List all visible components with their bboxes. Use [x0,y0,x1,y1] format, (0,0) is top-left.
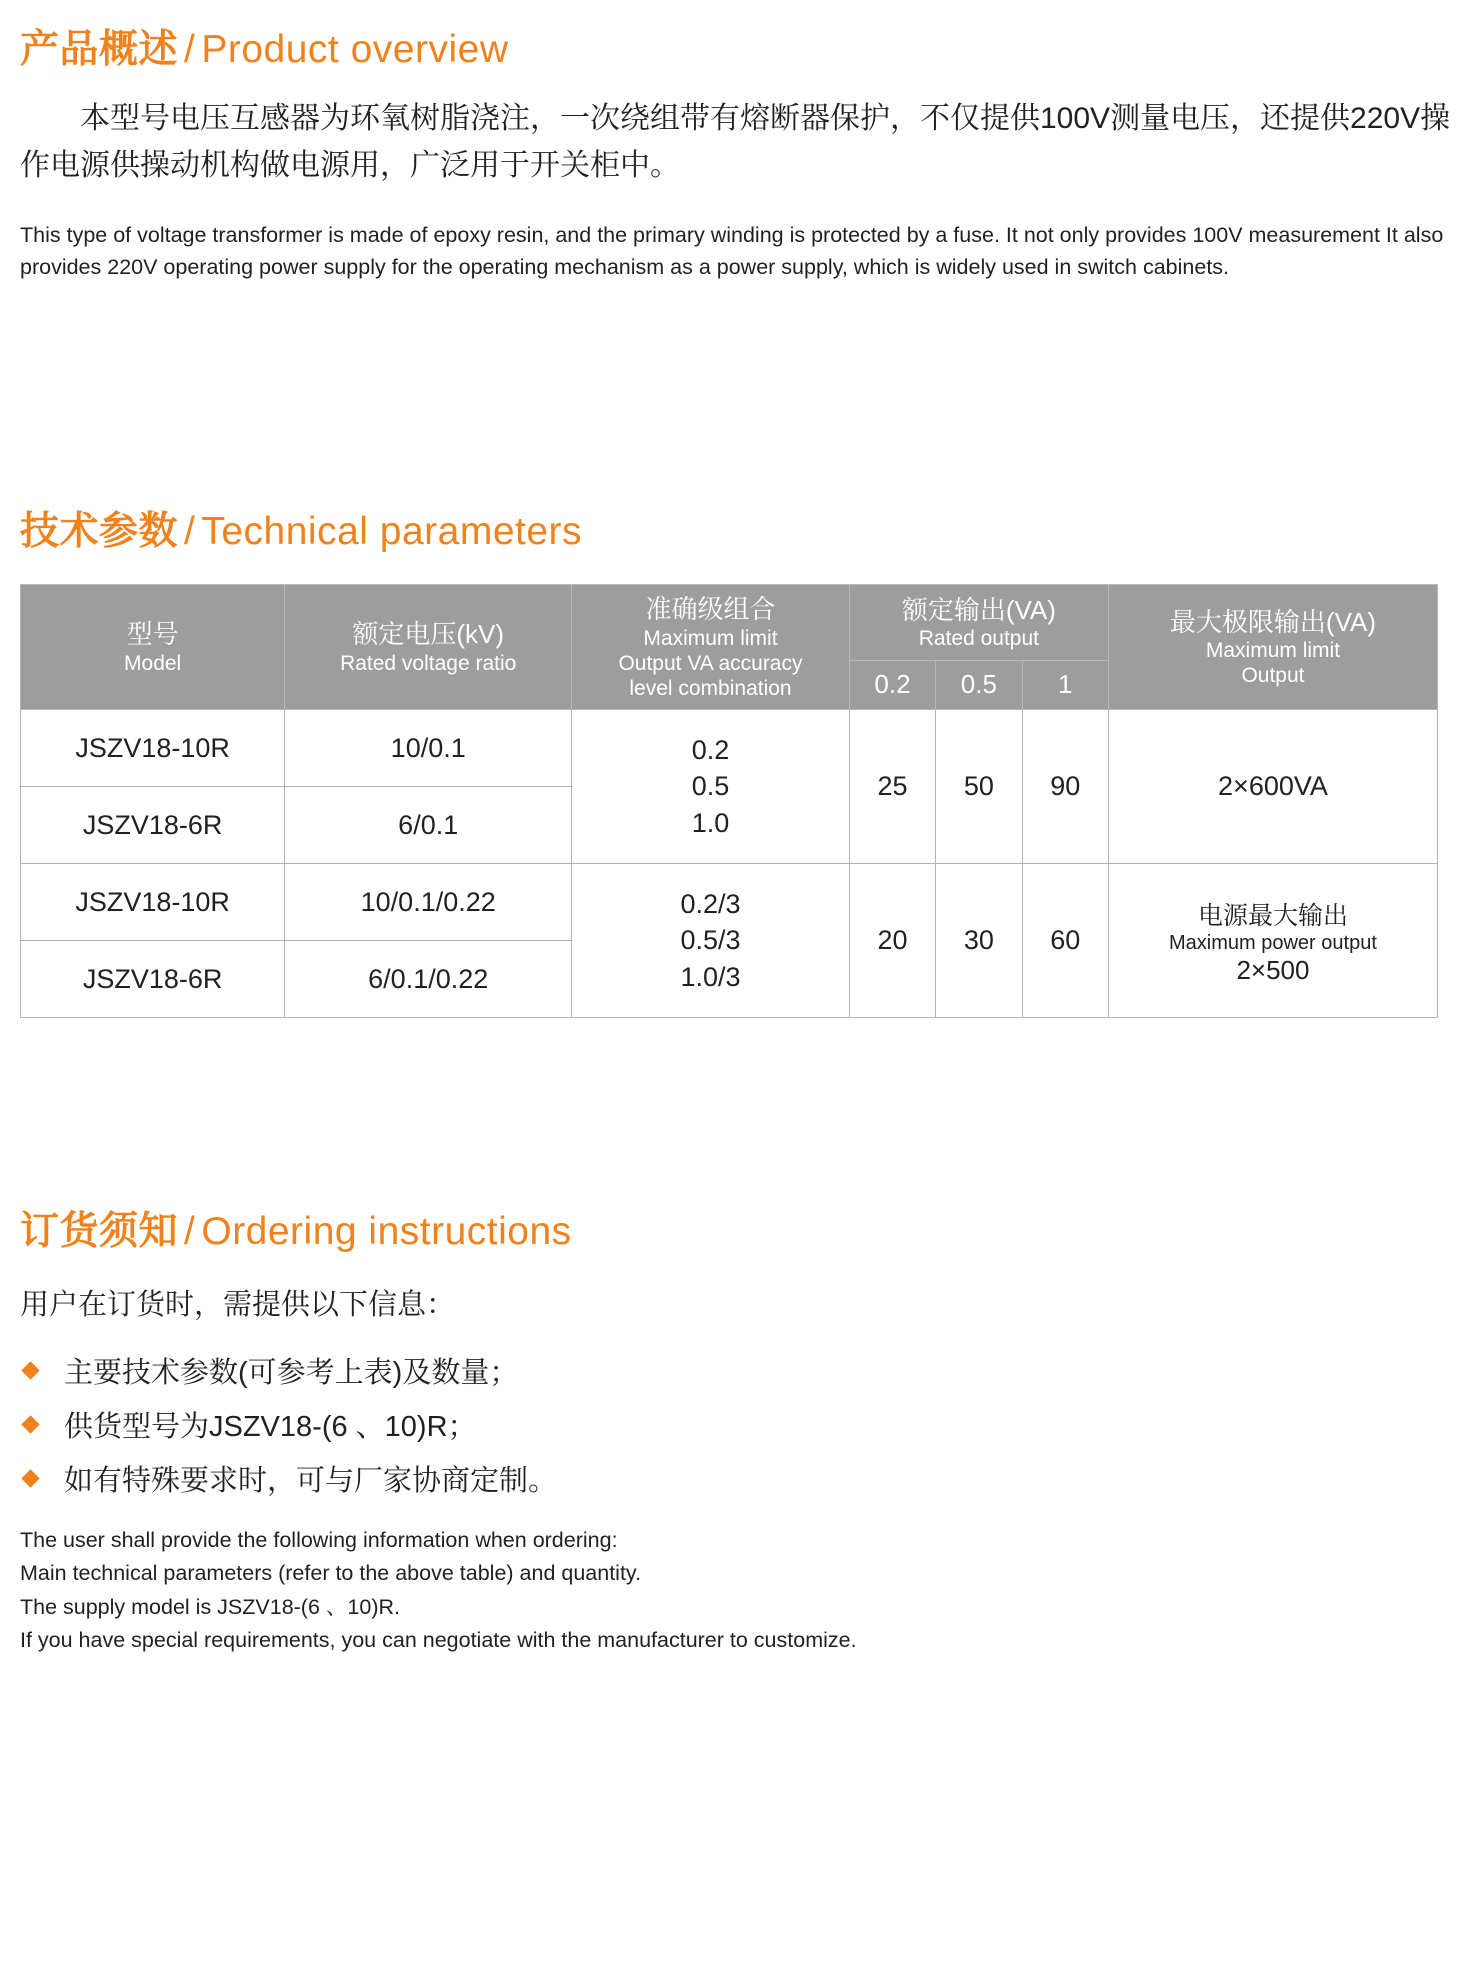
table-row [21,864,1438,941]
product-overview-heading [20,18,1460,74]
heading-chinese: 订货须知 [20,1210,179,1253]
header-class-0-2-label: 0.2 [874,669,911,700]
heading-chinese: 产品概述 [20,28,179,71]
ordering-english-line: The supply model is JSZV18-(6 、10)R. [20,1594,400,1619]
header-class-0-5 [936,661,1022,710]
cell-output-0-2: 20 [849,864,935,1018]
header-rated-output [849,585,1108,661]
header-accuracy-en-2: Output VA accuracy [618,651,803,675]
header-accuracy-en-1: Maximum limit [643,626,778,650]
header-max-limit-en-2: Output [1241,664,1305,688]
cell-accuracy-group-2 [572,864,850,1018]
max-power-output-cn: 电源最大输出 [1197,901,1348,930]
cell-output-0-2: 25 [849,710,935,864]
header-accuracy-cn: 准确级组合 [645,594,776,624]
cell-output-1: 60 [1022,864,1108,1018]
ordering-english-line: Main technical parameters (refer to the above table) and quantity. [20,1561,642,1586]
cell-ratio: 6/0.1/0.22 [285,941,572,1018]
technical-parameters-heading [20,500,1460,556]
list-item-label: 主要技术参数(可参考上表)及数量； [64,1357,519,1389]
accuracy-line-3: 1.0/3 [680,961,741,992]
ordering-instructions-section [20,1200,1460,1657]
cell-model: JSZV18-6R [21,941,285,1018]
heading-separator: / [184,510,196,553]
heading-english: Product overview [201,28,509,71]
header-class-1-label: 1 [1058,669,1073,700]
header-max-limit-en-1: Maximum limit [1205,639,1341,663]
header-rated-voltage-cn: 额定电压(kV) [352,619,505,650]
product-overview-section [20,18,1460,305]
accuracy-line-2: 0.5 [691,771,730,802]
cell-output-0-5: 30 [936,864,1022,1018]
heading-separator: / [184,28,196,71]
accuracy-line-3: 1.0 [691,807,730,838]
table-header-row-1 [21,585,1438,661]
list-item [20,1406,1460,1448]
cell-max-power-output [1108,864,1437,1018]
heading-english: Ordering instructions [201,1210,572,1253]
ordering-english-block [20,1524,1460,1657]
heading-chinese: 技术参数 [20,510,179,553]
cell-ratio: 10/0.1/0.22 [285,864,572,941]
cell-ratio: 10/0.1 [285,710,572,787]
header-accuracy-combination [572,585,850,710]
technical-table-wrapper [20,584,1460,1018]
cell-model: JSZV18-10R [21,710,285,787]
accuracy-line-2: 0.5/3 [680,925,741,956]
list-item-label: 如有特殊要求时，可与厂家协商定制。 [64,1465,558,1498]
accuracy-line-1: 0.2/3 [680,888,741,919]
list-item-label: 供货型号为JSZV18-(6 、10)R； [64,1411,477,1444]
cell-model: JSZV18-6R [21,787,285,864]
list-item [20,1460,1460,1502]
header-maximum-limit-output [1108,585,1437,710]
header-model-cn: 型号 [126,619,179,650]
header-rated-output-en: Rated output [918,627,1039,651]
max-power-output-en: Maximum power output [1169,931,1377,954]
heading-english: Technical parameters [201,510,583,553]
header-rated-output-cn: 额定输出(VA) [901,594,1056,625]
cell-output-0-5: 50 [936,710,1022,864]
header-accuracy-en-3: level combination [629,676,792,700]
list-item [20,1352,1460,1394]
table-row [21,710,1438,787]
ordering-english-line: If you have special requirements, you can negotiate with the manufacturer to customize. [20,1628,857,1653]
header-model-en: Model [124,651,182,675]
table-body [21,710,1438,1018]
cell-max-limit-output: 2×600VA [1108,710,1437,864]
heading-separator: / [184,1210,196,1253]
ordering-bullet-list [20,1352,1460,1502]
overview-body-chinese: 本型号电压互感器为环氧树脂浇注，一次绕组带有熔断器保护，不仅提供100V测量电压，还提供220V操作电源供操动机构做电源用，广泛用于开关柜中。 [20,102,1451,182]
overview-body-english: This type of voltage transformer is made of epoxy resin, and the primary winding is protected by a fuse. It not only provides 100V measurement It also provides 220V operating power supply for the operating mechanism as a power supply, which is widely used in switch cabinets. [20,223,1444,280]
cell-output-1: 90 [1022,710,1108,864]
header-rated-voltage-en: Rated voltage ratio [340,651,517,675]
header-model [21,585,285,710]
header-rated-voltage [285,585,572,710]
technical-parameters-section [20,500,1460,1018]
technical-parameters-table [20,584,1438,1018]
cell-ratio: 6/0.1 [285,787,572,864]
accuracy-line-1: 0.2 [691,734,730,765]
cell-model: JSZV18-10R [21,864,285,941]
ordering-instructions-heading [20,1200,1460,1256]
table-header [21,585,1438,710]
header-class-0-2 [849,661,935,710]
diamond-bullet-icon [21,1469,39,1487]
max-power-output-value: 2×500 [1236,954,1310,985]
header-class-0-5-label: 0.5 [960,669,997,700]
ordering-intro-chinese: 用户在订货时，需提供以下信息： [20,1289,456,1321]
header-max-limit-cn: 最大极限输出(VA) [1169,606,1376,637]
ordering-english-line: The user shall provide the following information when ordering: [20,1528,618,1553]
diamond-bullet-icon [21,1361,39,1379]
cell-accuracy-group-1 [572,710,850,864]
diamond-bullet-icon [21,1415,39,1433]
header-class-1 [1022,661,1108,710]
